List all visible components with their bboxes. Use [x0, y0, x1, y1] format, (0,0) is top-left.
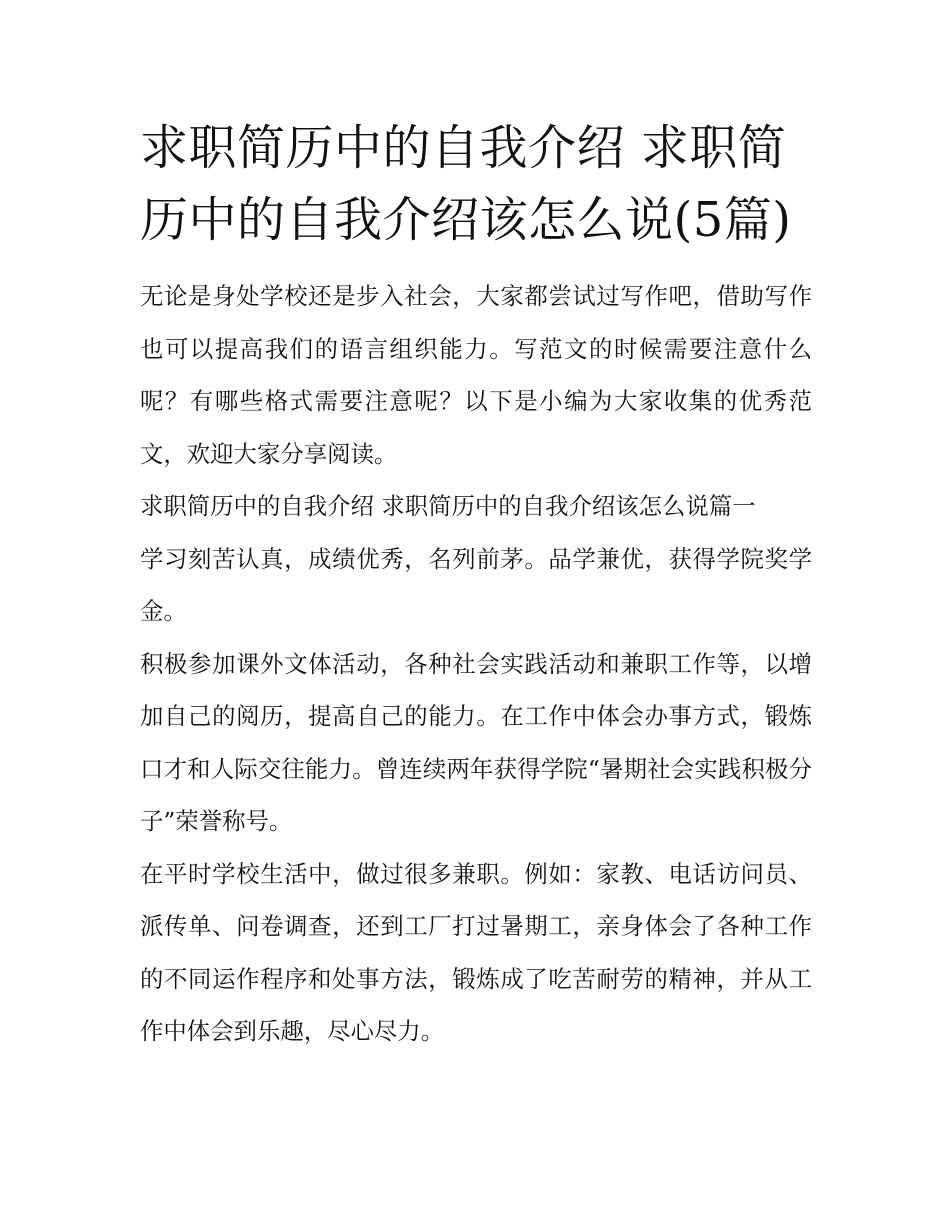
body-paragraph: 在平时学校生活中，做过很多兼职。例如：家教、电话访问员、派传单、问卷调查，还到工厂打过暑期工，亲身体会了各种工作的不同运作程序和处事方法，锻炼成了吃苦耐劳的精神，并从工作中体会到乐趣，尽心尽力。: [140, 859, 812, 1045]
intro-paragraph: 无论是身处学校还是步入社会，大家都尝试过写作吧，借助写作也可以提高我们的语言组织能力。写范文的时候需要注意什么呢？有哪些格式需要注意呢？以下是小编为大家收集的优秀范文，欢迎大家分享阅读。: [140, 282, 812, 468]
document-title: 求职简历中的自我介绍 求职简历中的自我介绍该怎么说(5篇): [140, 120, 792, 248]
section-heading: 求职简历中的自我介绍 求职简历中的自我介绍该怎么说篇一: [140, 492, 756, 520]
body-paragraph: 积极参加课外文体活动，各种社会实践活动和兼职工作等，以增加自己的阅历，提高自己的能力。在工作中体会办事方式，锻炼口才和人际交往能力。曾连续两年获得学院“暑期社会实践积极分子”荣誉称号。: [140, 649, 812, 835]
body-paragraph: 学习刻苦认真，成绩优秀，名列前茅。品学兼优，获得学院奖学金。: [140, 544, 812, 625]
document-page: [140, 112, 812, 1058]
